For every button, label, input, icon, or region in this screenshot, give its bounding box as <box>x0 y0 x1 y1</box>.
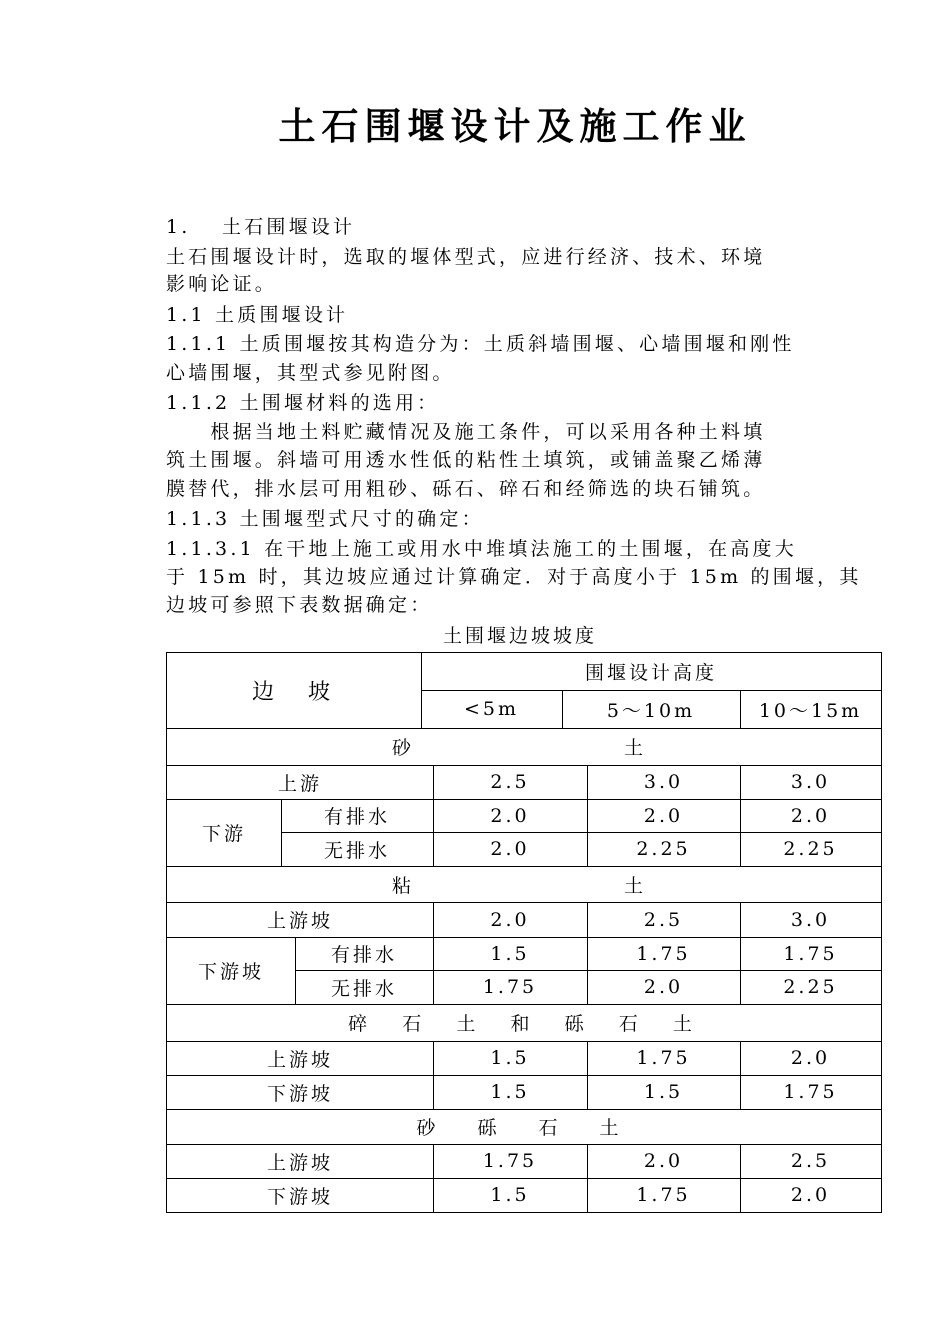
table-cell: 2.0 <box>433 832 588 867</box>
document-title: 土石围堰设计及施工作业 <box>278 105 752 148</box>
table-cell: 3.0 <box>740 902 882 938</box>
table-caption: 土围堰边坡坡度 <box>442 625 597 647</box>
table-cell: 1.5 <box>433 937 588 971</box>
paragraph-line: 边坡可参照下表数据确定： <box>166 594 433 616</box>
table-cell: 2.0 <box>740 1178 882 1213</box>
paragraph-line: 膜替代，排水层可用粗砂、砾石、碎石和经筛选的块石铺筑。 <box>166 478 766 500</box>
table-cell: 2.0 <box>433 902 588 938</box>
table-header-range: 5～10m <box>562 690 741 729</box>
table-cell: 1.5 <box>433 1075 588 1110</box>
paragraph-line: 土石围堰设计时，选取的堰体型式，应进行经济、技术、环境 <box>166 246 766 268</box>
table-cell: 1.75 <box>740 937 882 971</box>
table-cell: 2.0 <box>587 1144 741 1179</box>
table-cell: 3.0 <box>587 765 741 800</box>
row-label: 上游坡 <box>166 902 434 938</box>
section-char: 石 <box>538 1117 561 1139</box>
table-cell: 1.5 <box>433 1178 588 1213</box>
section-char: 砾 <box>477 1117 500 1139</box>
table-cell: 1.75 <box>587 937 741 971</box>
heading-1-1-2: 1.1.2 土围堰材料的选用： <box>166 392 440 414</box>
table-cell: 1.5 <box>587 1075 741 1110</box>
row-label: 上游坡 <box>166 1041 434 1076</box>
section-char: 砂 <box>391 737 414 759</box>
row-label: 下游坡 <box>166 1075 434 1110</box>
row-sub-label: 有排水 <box>295 937 434 971</box>
table-cell: 2.5 <box>587 902 741 938</box>
row-group-label: 下游 <box>166 799 282 867</box>
table-cell: 2.25 <box>740 970 882 1005</box>
table-cell: 1.5 <box>433 1041 588 1076</box>
section-char: 土 <box>599 1117 622 1139</box>
table-header-design-height: 围堰设计高度 <box>421 652 882 691</box>
section-row-clay <box>166 866 882 903</box>
section-char: 土 <box>672 1013 695 1035</box>
section-char: 土 <box>456 1013 479 1035</box>
section-char: 土 <box>623 737 646 759</box>
row-group-label: 下游坡 <box>166 937 296 1005</box>
heading-1: 1. 土石围堰设计 <box>166 216 356 238</box>
table-cell: 3.0 <box>740 765 882 800</box>
row-sub-label: 无排水 <box>281 832 434 867</box>
paragraph-line: 于 15m 时，其边坡应通过计算确定．对于高度小于 15m 的围堰，其 <box>166 566 862 588</box>
table-cell: 1.75 <box>433 970 588 1005</box>
paragraph-line: 1.1.3.1 在干地上施工或用水中堆填法施工的土围堰，在高度大 <box>166 538 797 560</box>
table-cell: 2.5 <box>433 765 588 800</box>
paragraph-line: 筑土围堰。斜墙可用透水性低的粘性土填筑，或铺盖聚乙烯薄 <box>166 449 766 471</box>
table-cell: 1.75 <box>587 1178 741 1213</box>
section-row-sandy-gravel <box>166 1109 882 1145</box>
table-cell: 2.0 <box>740 1041 882 1076</box>
heading-1-1-3: 1.1.3 土围堰型式尺寸的确定： <box>166 508 484 530</box>
section-char: 土 <box>623 874 646 897</box>
paragraph-line: 心墙围堰，其型式参见附图。 <box>166 362 455 384</box>
row-sub-label: 有排水 <box>281 799 434 833</box>
table-cell: 2.0 <box>740 799 882 833</box>
row-label: 下游坡 <box>166 1178 434 1213</box>
row-label: 上游坡 <box>166 1144 434 1179</box>
table-cell: 2.25 <box>740 832 882 867</box>
section-char: 粘 <box>391 874 414 897</box>
table-header-range: <5m <box>421 690 563 729</box>
section-char: 砂 <box>416 1117 439 1139</box>
row-label: 上游 <box>166 765 434 800</box>
table-cell: 1.75 <box>587 1041 741 1076</box>
table-cell: 2.0 <box>433 799 588 833</box>
row-sub-label: 无排水 <box>295 970 434 1005</box>
paragraph-line: 根据当地土料贮藏情况及施工条件，可以采用各种土料填 <box>166 421 766 443</box>
paragraph-line: 影响论证。 <box>166 273 278 295</box>
paragraph-line: 1.1.1 土质围堰按其构造分为：土质斜墙围堰、心墙围堰和刚性 <box>166 333 795 355</box>
heading-1-1: 1.1 土质围堰设计 <box>166 304 349 326</box>
section-row-gravel-soil <box>166 1004 882 1042</box>
table-cell: 1.75 <box>740 1075 882 1110</box>
section-char: 碎 <box>348 1013 371 1035</box>
table-header-range: 10～15m <box>740 690 882 729</box>
table-header-slope: 边 坡 <box>166 652 422 729</box>
table-cell: 2.25 <box>587 832 741 867</box>
section-char: 石 <box>618 1013 641 1035</box>
table-cell: 2.5 <box>740 1144 882 1179</box>
table-cell: 2.0 <box>587 799 741 833</box>
table-cell: 2.0 <box>587 970 741 1005</box>
section-char: 和 <box>510 1013 533 1035</box>
table-cell: 1.75 <box>433 1144 588 1179</box>
section-row-sand-soil <box>166 728 882 766</box>
section-char: 石 <box>402 1013 425 1035</box>
section-char: 砾 <box>564 1013 587 1035</box>
